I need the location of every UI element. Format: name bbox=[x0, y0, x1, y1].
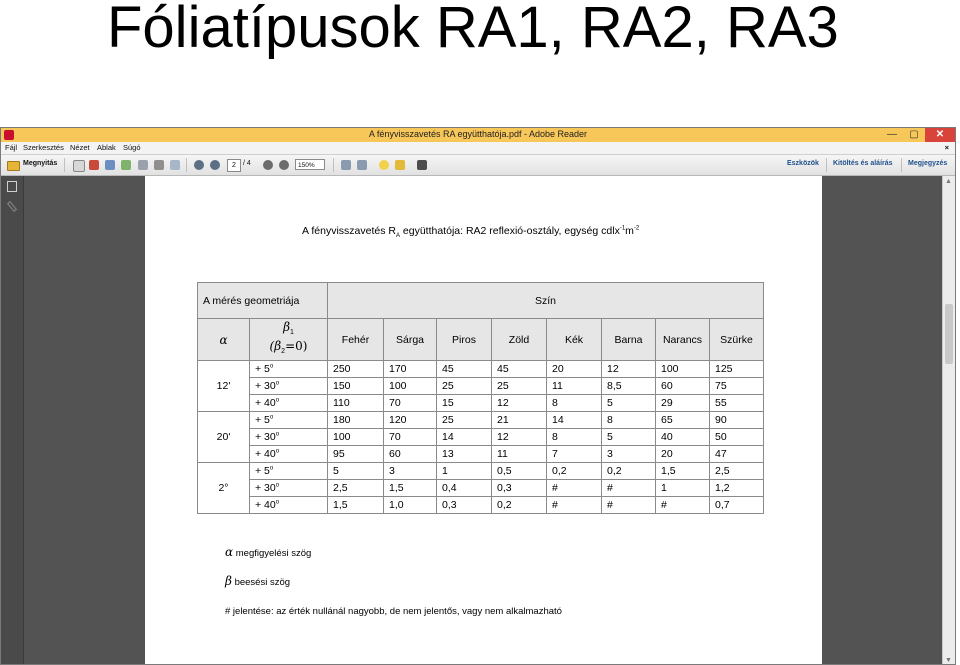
table-cell: 50 bbox=[710, 429, 764, 446]
adobe-reader-window bbox=[0, 127, 956, 665]
table-cell: 5 bbox=[602, 395, 656, 412]
table-cell: 2,5 bbox=[710, 463, 764, 480]
zoom-in-icon[interactable] bbox=[279, 160, 289, 170]
table-body bbox=[198, 361, 764, 514]
fullscreen-icon[interactable] bbox=[417, 160, 427, 170]
print-icon[interactable] bbox=[154, 160, 164, 170]
table-cell: # bbox=[656, 497, 710, 514]
scroll-up-icon[interactable]: ▲ bbox=[945, 178, 952, 185]
table-cell: 29 bbox=[656, 395, 710, 412]
document-heading: A fényvisszavetés $R_A$ együtthatója: RA2 reflexió-osztály, egység $cdlx^{-1}m^{-2}$ bbox=[302, 225, 640, 240]
table-cell: 8 bbox=[547, 429, 602, 446]
close-button[interactable]: ✕ bbox=[925, 128, 955, 142]
beta-value: + $5^o$ bbox=[250, 361, 328, 378]
alpha-value: 20' bbox=[198, 412, 250, 463]
beta-value: + $5^o$ bbox=[250, 463, 328, 480]
toolbar-divider bbox=[186, 158, 187, 172]
comment-bubble-icon[interactable] bbox=[379, 160, 389, 170]
table-cell: 45 bbox=[492, 361, 547, 378]
color-column-header: Narancs bbox=[656, 319, 710, 361]
fit-width-icon[interactable] bbox=[357, 160, 367, 170]
beta-value: + $30^o$ bbox=[250, 429, 328, 446]
table-cell: # bbox=[602, 480, 656, 497]
toolbar-divider bbox=[901, 158, 902, 172]
toolbar bbox=[1, 155, 955, 176]
toolbar-divider bbox=[333, 158, 334, 172]
table-cell: 45 bbox=[437, 361, 492, 378]
table-cell: 11 bbox=[547, 378, 602, 395]
beta-value: + $40^o$ bbox=[250, 446, 328, 463]
beta-note: β beesési szög bbox=[225, 574, 291, 588]
maximize-button[interactable]: ▢ bbox=[909, 129, 919, 140]
table-cell: 7 bbox=[547, 446, 602, 463]
minimize-button[interactable]: — bbox=[887, 129, 897, 140]
table-cell: 70 bbox=[384, 395, 437, 412]
beta-header: $\beta_1$ $(\beta_2=0)$ bbox=[250, 319, 328, 361]
cloud-icon[interactable] bbox=[121, 160, 131, 170]
navigation-panel bbox=[1, 176, 24, 665]
table-cell: 0,2 bbox=[492, 497, 547, 514]
table-cell: 0,4 bbox=[437, 480, 492, 497]
table-cell: 120 bbox=[384, 412, 437, 429]
create-icon[interactable] bbox=[73, 160, 85, 172]
color-column-header: Piros bbox=[437, 319, 492, 361]
menu-help[interactable]: Súgó bbox=[123, 143, 141, 152]
table-cell: 1 bbox=[437, 463, 492, 480]
table-cell: 180 bbox=[328, 412, 384, 429]
table-cell: 125 bbox=[710, 361, 764, 378]
pdf-icon[interactable] bbox=[89, 160, 99, 170]
table-cell: 75 bbox=[710, 378, 764, 395]
alpha-value: 12' bbox=[198, 361, 250, 412]
zoom-out-icon[interactable] bbox=[263, 160, 273, 170]
table-cell: 47 bbox=[710, 446, 764, 463]
table-cell: 150 bbox=[328, 378, 384, 395]
alpha-value: 2° bbox=[198, 463, 250, 514]
menu-close-icon[interactable]: × bbox=[944, 143, 949, 152]
table-cell: 3 bbox=[384, 463, 437, 480]
table-cell: 0,2 bbox=[602, 463, 656, 480]
pdf-page bbox=[145, 176, 822, 665]
table-cell: 12 bbox=[602, 361, 656, 378]
table-row bbox=[198, 463, 764, 480]
beta-value: + $40^o$ bbox=[250, 395, 328, 412]
page-total: / 4 bbox=[243, 160, 251, 167]
table-cell: 1,5 bbox=[328, 497, 384, 514]
vertical-scrollbar[interactable] bbox=[942, 176, 955, 665]
table-cell: 1,5 bbox=[656, 463, 710, 480]
ra-coefficient-table bbox=[197, 282, 764, 514]
color-column-header: Barna bbox=[602, 319, 656, 361]
color-column-header: Fehér bbox=[328, 319, 384, 361]
next-page-icon[interactable] bbox=[210, 160, 220, 170]
beta-value: + $5^o$ bbox=[250, 412, 328, 429]
fill-sign-pane-button[interactable]: Kitöltés és aláírás bbox=[833, 160, 893, 167]
table-cell: 0,2 bbox=[547, 463, 602, 480]
alpha-note: α megfigyelési szög bbox=[225, 545, 312, 559]
toolbar-divider bbox=[64, 158, 65, 172]
table-row bbox=[198, 412, 764, 429]
page-thumbnails-icon[interactable] bbox=[7, 181, 17, 192]
page-number-input[interactable]: 2 bbox=[227, 159, 241, 172]
table-cell: 40 bbox=[656, 429, 710, 446]
hash-note: # jelentése: az érték nullánál nagyobb, de nem jelentős, vagy nem alkalmazható bbox=[225, 606, 562, 617]
zoom-level-select[interactable]: 150% bbox=[295, 159, 325, 170]
table-cell: # bbox=[547, 497, 602, 514]
beta-value: + $30^o$ bbox=[250, 378, 328, 395]
table-cell: 70 bbox=[384, 429, 437, 446]
table-cell: 2,5 bbox=[328, 480, 384, 497]
highlight-icon[interactable] bbox=[395, 160, 405, 170]
table-cell: # bbox=[602, 497, 656, 514]
table-cell: 12 bbox=[492, 429, 547, 446]
menu-bar bbox=[1, 142, 955, 155]
scroll-down-icon[interactable]: ▼ bbox=[945, 657, 952, 664]
table-cell: 3 bbox=[602, 446, 656, 463]
table-cell: 100 bbox=[328, 429, 384, 446]
menu-view[interactable]: Nézet bbox=[70, 143, 90, 152]
table-row bbox=[198, 395, 764, 412]
table-cell: 90 bbox=[710, 412, 764, 429]
signature-pen-icon[interactable] bbox=[7, 201, 17, 212]
title-bar bbox=[1, 128, 955, 143]
table-cell: 110 bbox=[328, 395, 384, 412]
table-cell: 0,7 bbox=[710, 497, 764, 514]
table-cell: 1,2 bbox=[710, 480, 764, 497]
table-cell: 95 bbox=[328, 446, 384, 463]
menu-edit[interactable]: Szerkesztés bbox=[23, 143, 64, 152]
beta-value: + $30^o$ bbox=[250, 480, 328, 497]
beta-value: + $40^o$ bbox=[250, 497, 328, 514]
color-column-header: Szürke bbox=[710, 319, 764, 361]
table-cell: 0,3 bbox=[492, 480, 547, 497]
table-row bbox=[198, 361, 764, 378]
table-cell: 21 bbox=[492, 412, 547, 429]
table-cell: 1 bbox=[656, 480, 710, 497]
folder-open-icon[interactable] bbox=[7, 161, 20, 171]
toolbar-divider bbox=[826, 158, 827, 172]
table-cell: 100 bbox=[656, 361, 710, 378]
table-cell: 5 bbox=[602, 429, 656, 446]
table-cell: 8 bbox=[547, 395, 602, 412]
alpha-header: α bbox=[198, 319, 250, 361]
email-icon[interactable] bbox=[170, 160, 180, 170]
table-cell: 15 bbox=[437, 395, 492, 412]
slide-title: Fóliatípusok RA1, RA2, RA3 bbox=[107, 0, 839, 60]
table-row bbox=[198, 378, 764, 395]
table-cell: # bbox=[547, 480, 602, 497]
table-cell: 20 bbox=[656, 446, 710, 463]
color-column-header: Kék bbox=[547, 319, 602, 361]
table-cell: 1,5 bbox=[384, 480, 437, 497]
table-cell: 20 bbox=[547, 361, 602, 378]
table-cell: 25 bbox=[437, 378, 492, 395]
table-cell: 65 bbox=[656, 412, 710, 429]
table-cell: 8,5 bbox=[602, 378, 656, 395]
window-title: A fényvisszavetés RA együtthatója.pdf - Adobe Reader bbox=[368, 129, 588, 139]
color-column-header: Zöld bbox=[492, 319, 547, 361]
table-cell: 55 bbox=[710, 395, 764, 412]
color-header: Szín bbox=[328, 283, 764, 319]
geometry-header: A mérés geometriája bbox=[198, 283, 328, 319]
table-cell: 14 bbox=[547, 412, 602, 429]
table-cell: 12 bbox=[492, 395, 547, 412]
previous-page-icon[interactable] bbox=[194, 160, 204, 170]
table-cell: 0,5 bbox=[492, 463, 547, 480]
color-column-header: Sárga bbox=[384, 319, 437, 361]
table-cell: 11 bbox=[492, 446, 547, 463]
menu-file[interactable]: Fájl bbox=[5, 143, 18, 152]
edit-icon[interactable] bbox=[105, 160, 115, 170]
table-cell: 25 bbox=[437, 412, 492, 429]
table-cell: 250 bbox=[328, 361, 384, 378]
table-cell: 0,3 bbox=[437, 497, 492, 514]
table-row bbox=[198, 446, 764, 463]
table-cell: 14 bbox=[437, 429, 492, 446]
table-cell: 1,0 bbox=[384, 497, 437, 514]
table-cell: 170 bbox=[384, 361, 437, 378]
menu-window[interactable]: Ablak bbox=[97, 143, 116, 152]
table-cell: 60 bbox=[384, 446, 437, 463]
table-cell: 60 bbox=[656, 378, 710, 395]
fit-page-icon[interactable] bbox=[341, 160, 351, 170]
table-cell: 100 bbox=[384, 378, 437, 395]
table-row bbox=[198, 497, 764, 514]
table-cell: 25 bbox=[492, 378, 547, 395]
table-row bbox=[198, 480, 764, 497]
table-cell: 8 bbox=[602, 412, 656, 429]
comment-pane-button[interactable]: Megjegyzés bbox=[908, 160, 948, 167]
table-row bbox=[198, 429, 764, 446]
scrollbar-thumb[interactable] bbox=[945, 304, 953, 364]
tools-pane-button[interactable]: Eszközök bbox=[787, 160, 819, 167]
open-button[interactable]: Megnyitás bbox=[23, 160, 58, 167]
save-icon[interactable] bbox=[138, 160, 148, 170]
table-cell: 5 bbox=[328, 463, 384, 480]
table-cell: 13 bbox=[437, 446, 492, 463]
